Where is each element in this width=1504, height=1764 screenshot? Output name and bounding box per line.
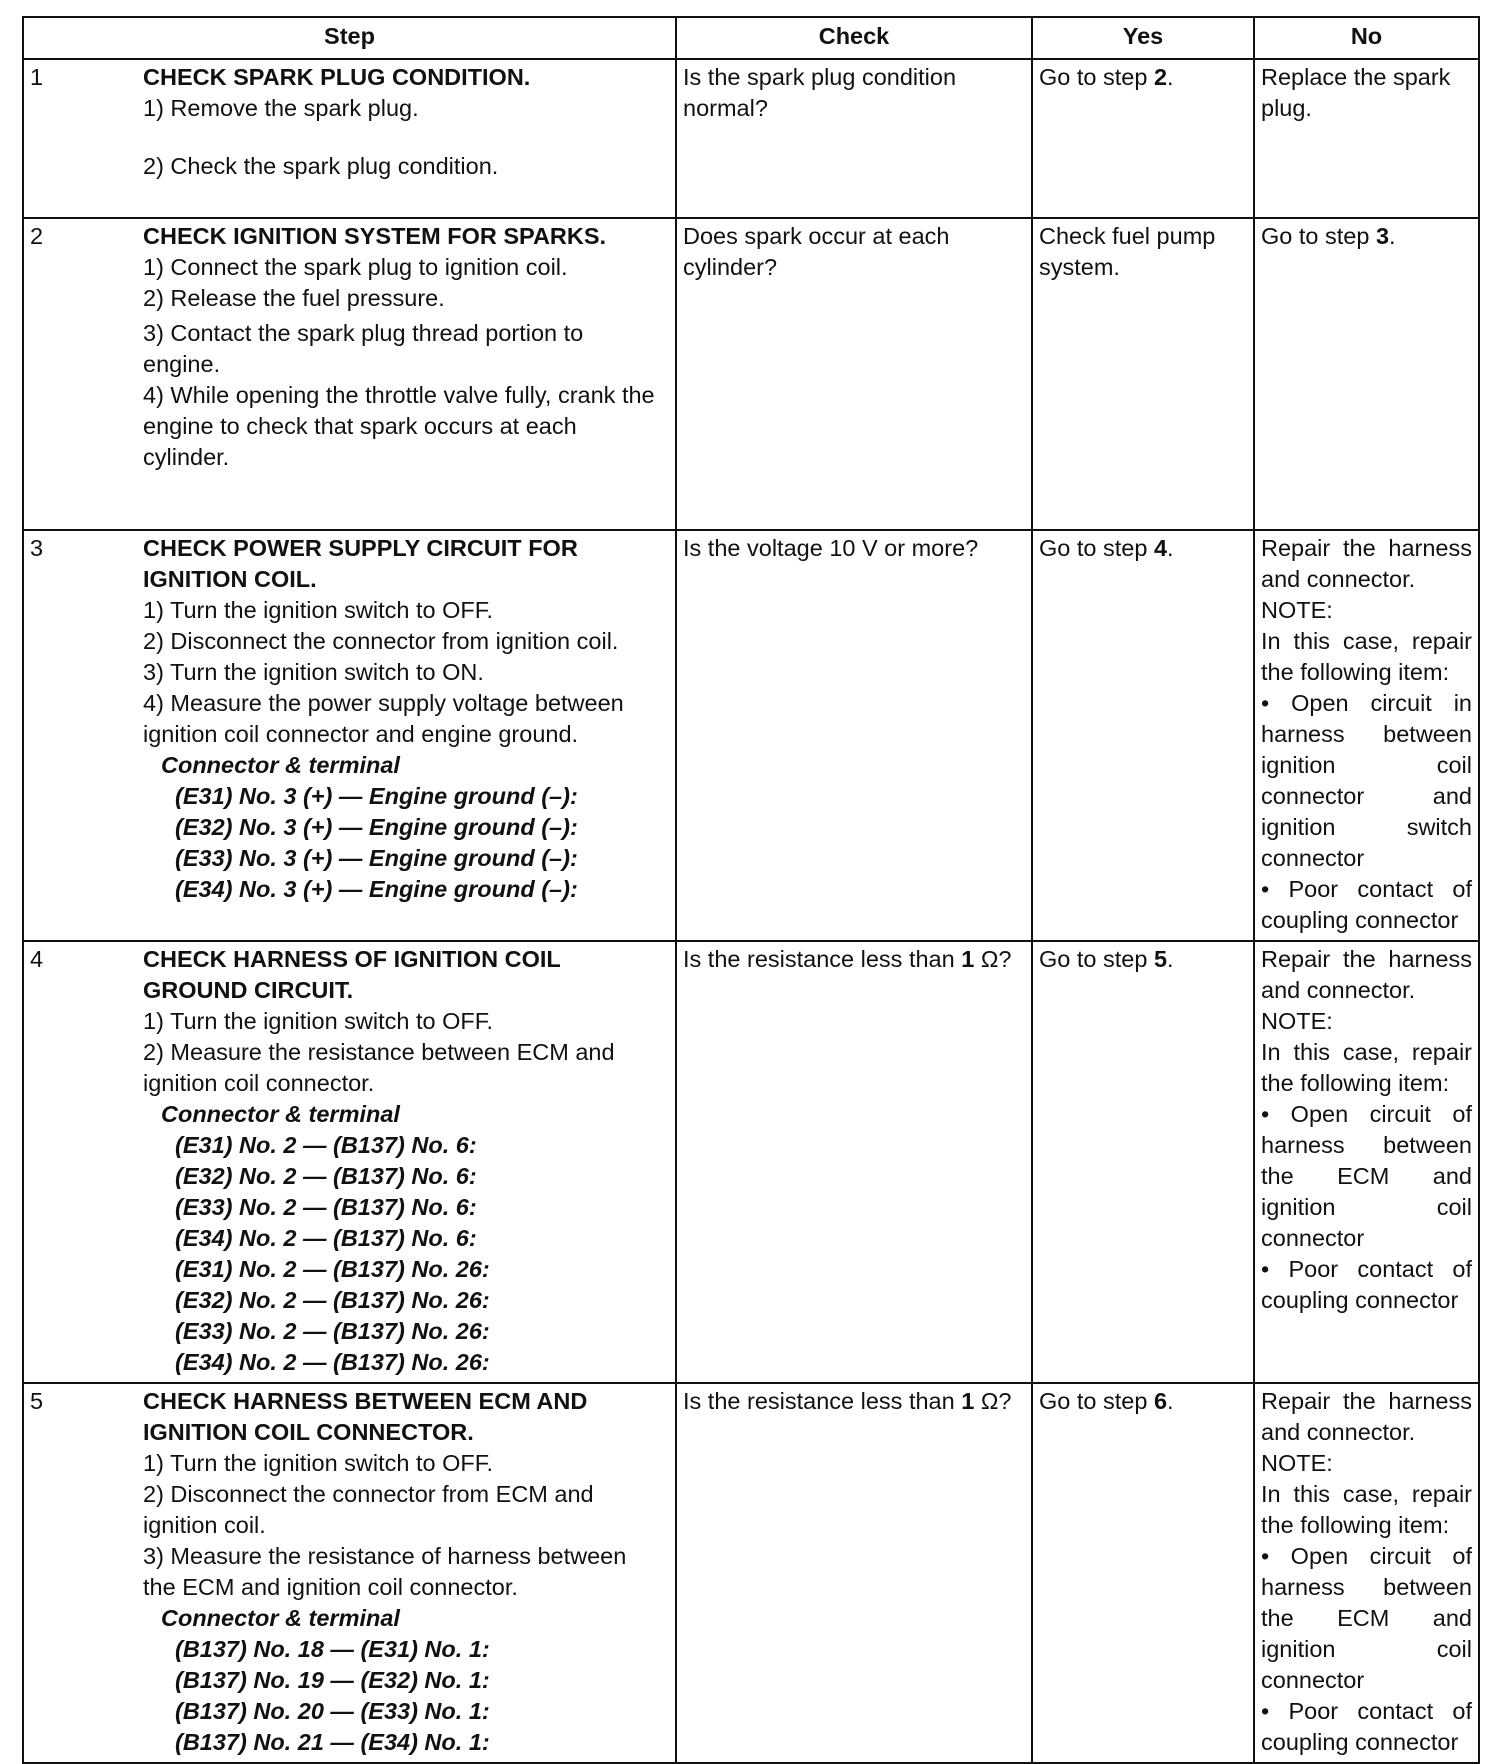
check-prefix: Is the resistance less than: [683, 1388, 962, 1414]
no-intro-text: In this case, repair the following item:: [1261, 628, 1472, 685]
substep: 3) Turn the ignition switch to ON.: [143, 659, 484, 685]
check-cell: Does spark occur at each cylinder?: [676, 218, 1032, 530]
connector-item: (E33) No. 2 — (B137) No. 26:: [175, 1318, 490, 1344]
no-note-label: NOTE:: [1261, 1450, 1333, 1476]
step-title: CHECK POWER SUPPLY CIRCUIT FOR IGNITION COIL.: [143, 535, 578, 592]
substep: 2) Release the fuel pressure.: [143, 285, 445, 311]
connector-item: (E31) No. 2 — (B137) No. 26:: [175, 1256, 490, 1282]
header-no: No: [1254, 17, 1479, 59]
connector-item: (E31) No. 3 (+) — Engine ground (–):: [175, 783, 578, 809]
check-cell: [676, 941, 1032, 1383]
yes-cell: Check fuel pump system.: [1032, 218, 1254, 530]
check-cell: Is the voltage 10 V or more?: [676, 530, 1032, 941]
connector-item: (E34) No. 3 (+) — Engine ground (–):: [175, 876, 578, 902]
header-yes: Yes: [1032, 17, 1254, 59]
table-row-step-3: [23, 530, 1479, 941]
yes-prefix: Go to step: [1039, 1388, 1154, 1414]
connector-heading: Connector & terminal: [161, 752, 400, 778]
header-check: Check: [676, 17, 1032, 59]
check-value: 1: [961, 946, 975, 972]
substep: 1) Turn the ignition switch to OFF.: [143, 597, 494, 623]
connector-item: (E33) No. 2 — (B137) No. 6:: [175, 1194, 477, 1220]
yes-step-link: 5: [1153, 946, 1168, 972]
connector-heading: Connector & terminal: [161, 1101, 400, 1127]
step-cell: [143, 1383, 676, 1763]
step-number: 3: [23, 530, 143, 941]
yes-step-link: 4: [1153, 535, 1168, 561]
step-number: 5: [23, 1383, 143, 1763]
no-intro-text: In this case, repair the following item:: [1261, 1481, 1472, 1538]
no-cell: Replace the spark plug.: [1254, 59, 1479, 218]
check-cell: Is the spark plug condition normal?: [676, 59, 1032, 218]
step-title: CHECK IGNITION SYSTEM FOR SPARKS.: [143, 223, 607, 249]
no-suffix: .: [1389, 223, 1396, 249]
check-cell: [676, 1383, 1032, 1763]
no-item: • Poor contact of coupling connector: [1261, 1698, 1472, 1755]
check-value: 1: [961, 1388, 975, 1414]
no-cell: [1254, 218, 1479, 530]
yes-cell: [1032, 941, 1254, 1383]
yes-suffix: .: [1167, 64, 1174, 90]
substep: 2) Measure the resistance between ECM and ignition coil connector.: [143, 1039, 615, 1096]
connector-item: (E32) No. 2 — (B137) No. 26:: [175, 1287, 490, 1313]
yes-step-link: 2: [1153, 64, 1168, 90]
no-main-text: Repair the harness and connector.: [1261, 535, 1472, 592]
step-cell: [143, 941, 676, 1383]
table-row-step-4: [23, 941, 1479, 1383]
substep: 4) Measure the power supply voltage between ignition coil connector and engine ground.: [143, 690, 624, 747]
connector-heading: Connector & terminal: [161, 1605, 400, 1631]
yes-step-link: 6: [1153, 1388, 1168, 1414]
substep: 1) Connect the spark plug to ignition coil.: [143, 254, 568, 280]
no-note-label: NOTE:: [1261, 597, 1333, 623]
yes-cell: [1032, 1383, 1254, 1763]
yes-suffix: .: [1167, 535, 1174, 561]
connector-item: (E32) No. 3 (+) — Engine ground (–):: [175, 814, 578, 840]
check-suffix: Ω?: [974, 1388, 1012, 1414]
connector-item: (E34) No. 2 — (B137) No. 26:: [175, 1349, 490, 1375]
no-prefix: Go to step: [1261, 223, 1376, 249]
check-prefix: Is the resistance less than: [683, 946, 962, 972]
no-note-label: NOTE:: [1261, 1008, 1333, 1034]
diagnostic-table-container: [22, 16, 1478, 1764]
substep: 3) Contact the spark plug thread portion to engine.: [143, 320, 584, 377]
step-number: 4: [23, 941, 143, 1383]
step-cell: [143, 530, 676, 941]
no-cell: [1254, 530, 1479, 941]
header-step: Step: [23, 17, 676, 59]
table-row-step-1: [23, 59, 1479, 218]
connector-item: (B137) No. 18 — (E31) No. 1:: [175, 1636, 490, 1662]
yes-prefix: Go to step: [1039, 64, 1154, 90]
step-number: 2: [23, 218, 143, 530]
connector-item: (E33) No. 3 (+) — Engine ground (–):: [175, 845, 578, 871]
diagnostic-table: [22, 16, 1480, 1764]
substep: 4) While opening the throttle valve fully, crank the engine to check that spark occurs at each cylinder.: [143, 382, 655, 470]
step-title: CHECK SPARK PLUG CONDITION.: [143, 64, 531, 90]
connector-item: (E32) No. 2 — (B137) No. 6:: [175, 1163, 477, 1189]
no-item: • Open circuit of harness between the ECM and ignition coil connector: [1261, 1543, 1472, 1693]
yes-cell: [1032, 59, 1254, 218]
connector-item: (B137) No. 21 — (E34) No. 1:: [175, 1729, 490, 1755]
substep: 1) Remove the spark plug.: [143, 95, 419, 121]
no-item: • Open circuit of harness between the ECM and ignition coil connector: [1261, 1101, 1472, 1251]
no-step-link: 3: [1375, 223, 1390, 249]
no-main-text: Repair the harness and connector.: [1261, 1388, 1472, 1445]
table-row-step-2: [23, 218, 1479, 530]
yes-prefix: Go to step: [1039, 535, 1154, 561]
header-row: [23, 17, 1479, 59]
yes-suffix: .: [1167, 1388, 1174, 1414]
no-cell: [1254, 1383, 1479, 1763]
no-item: • Poor contact of coupling connector: [1261, 876, 1472, 933]
step-number: 1: [23, 59, 143, 218]
connector-item: (B137) No. 20 — (E33) No. 1:: [175, 1698, 490, 1724]
table-row-step-5: [23, 1383, 1479, 1763]
step-cell: [143, 218, 676, 530]
step-title: CHECK HARNESS OF IGNITION COIL GROUND CIRCUIT.: [143, 946, 561, 1003]
no-intro-text: In this case, repair the following item:: [1261, 1039, 1472, 1096]
check-suffix: Ω?: [974, 946, 1012, 972]
substep: 3) Measure the resistance of harness between the ECM and ignition coil connector.: [143, 1543, 627, 1600]
substep: 1) Turn the ignition switch to OFF.: [143, 1450, 494, 1476]
step-cell: [143, 59, 676, 218]
no-cell: [1254, 941, 1479, 1383]
substep: 2) Disconnect the connector from ECM and ignition coil.: [143, 1481, 594, 1538]
substep: 2) Disconnect the connector from ignition coil.: [143, 628, 619, 654]
connector-item: (E34) No. 2 — (B137) No. 6:: [175, 1225, 477, 1251]
yes-prefix: Go to step: [1039, 946, 1154, 972]
connector-item: (E31) No. 2 — (B137) No. 6:: [175, 1132, 477, 1158]
substep: 1) Turn the ignition switch to OFF.: [143, 1008, 494, 1034]
no-item: • Poor contact of coupling connector: [1261, 1256, 1472, 1313]
substep: 2) Check the spark plug condition.: [143, 153, 499, 179]
no-item: • Open circuit in harness between ignition coil connector and ignition switch connector: [1261, 690, 1472, 871]
no-main-text: Repair the harness and connector.: [1261, 946, 1472, 1003]
step-title: CHECK HARNESS BETWEEN ECM AND IGNITION COIL CONNECTOR.: [143, 1388, 588, 1445]
connector-item: (B137) No. 19 — (E32) No. 1:: [175, 1667, 490, 1693]
yes-cell: [1032, 530, 1254, 941]
yes-suffix: .: [1167, 946, 1174, 972]
